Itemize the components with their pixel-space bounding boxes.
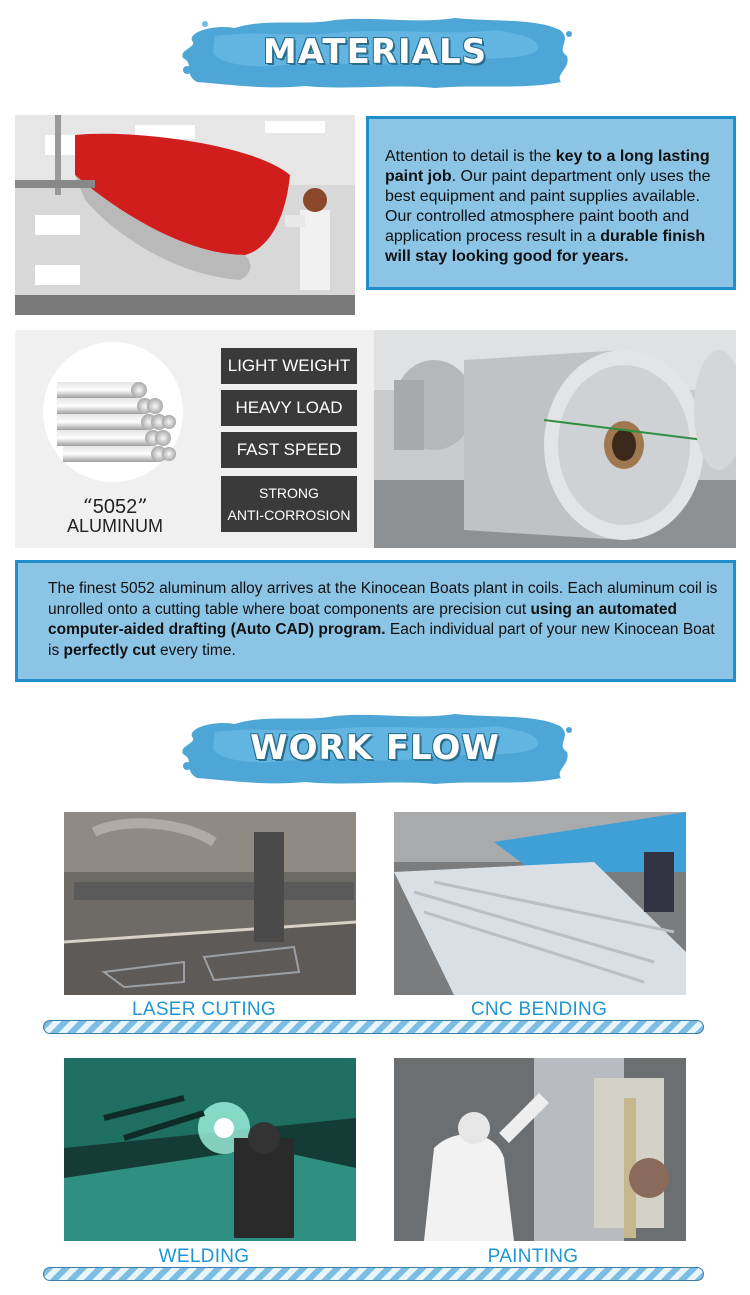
alloy-name: ALUMINUM <box>66 516 163 536</box>
caption-cnc-bending: CNC BENDING <box>470 999 608 1020</box>
materials-title: MATERIALS <box>262 32 488 72</box>
workflow-banner <box>175 708 575 788</box>
paint-paragraph-2: Our controlled atmosphere paint booth and application process result in a durable finish will stay looking good for years. <box>385 208 706 265</box>
cnc-bending-photo <box>394 812 686 995</box>
coil-info-box <box>15 560 736 682</box>
materials-banner <box>175 12 575 92</box>
laser-cutting-photo <box>64 812 356 995</box>
divider-stripe-1 <box>43 1020 704 1034</box>
welding-photo <box>64 1058 356 1241</box>
alloy-code: “5052” <box>82 494 148 518</box>
paint-paragraph-1: Attention to detail is the key to a long lasting paint job. Our paint department only uses the best equipment and paint supplies available. <box>385 148 711 205</box>
workflow-title: WORK FLOW <box>250 728 500 768</box>
caption-laser-cutting: LASER CUTING <box>131 999 276 1020</box>
caption-painting: PAINTING <box>487 1246 579 1267</box>
caption-welding: WELDING <box>158 1246 250 1267</box>
aluminum-coil-photo <box>374 330 736 548</box>
feature-heavy-load: HEAVY LOAD <box>221 390 357 426</box>
coil-paragraph: The finest 5052 aluminum alloy arrives at the Kinocean Boats plant in coils. Each aluminum coil is unrolled onto a cutting table where boat components are precision cut using an automated computer-aided drafting (Auto CAD) program. Each individual part of your new Kinocean Boat is perfectly cut every time. <box>48 580 718 659</box>
feature-light-weight: LIGHT WEIGHT <box>221 348 357 384</box>
feature-anti-corrosion: STRONG ANTI-CORROSION <box>221 476 357 532</box>
aluminum-panel <box>15 330 374 548</box>
painting-photo <box>394 1058 686 1241</box>
aluminum-rods-image <box>43 342 183 482</box>
paint-booth-photo <box>15 115 355 315</box>
feature-fast-speed: FAST SPEED <box>221 432 357 468</box>
divider-stripe-2 <box>43 1267 704 1281</box>
paint-info-box <box>366 116 736 290</box>
